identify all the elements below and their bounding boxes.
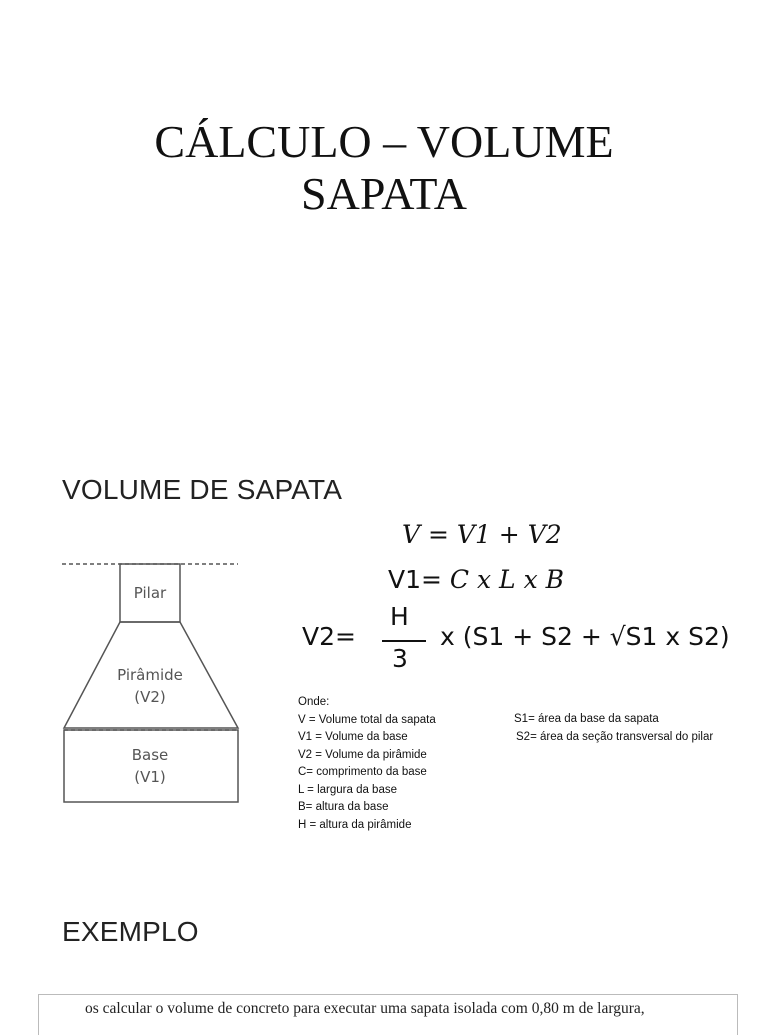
definitions-list <box>298 694 436 834</box>
formula-v1-lead: V1= <box>388 565 442 594</box>
pyramid-label: Pirâmide <box>117 666 183 684</box>
pyramid-code: (V2) <box>134 688 166 706</box>
definition-item: V2 = Volume da pirâmide <box>298 748 427 761</box>
definition-item: S1= área da base da sapata <box>514 713 659 725</box>
definitions-list-right <box>514 711 713 746</box>
base-shape <box>64 730 238 802</box>
formula-v2-rest: x (S1 + S2 + √S1 x S2) <box>440 622 730 651</box>
section-heading-volume: VOLUME DE SAPATA <box>62 474 343 505</box>
example-box <box>38 994 738 1035</box>
formula-v1-rest: C x L x B <box>441 565 565 594</box>
section-heading-example: EXEMPLO <box>62 916 199 947</box>
definition-item: V = Volume total da sapata <box>298 713 436 726</box>
formula-total-volume: V = V1 + V2 <box>402 520 562 549</box>
formula-v2-numerator: H <box>390 602 409 631</box>
definition-item: B= altura da base <box>298 801 389 813</box>
formula-base-volume <box>388 565 564 594</box>
definition-item: H = altura da pirâmide <box>298 818 412 831</box>
formula-pyramid-volume <box>302 602 752 678</box>
definition-item: V1 = Volume da base <box>298 731 408 743</box>
title-line-1: CÁLCULO – VOLUME <box>154 116 614 167</box>
base-code: (V1) <box>134 768 166 786</box>
formula-v2-denominator: 3 <box>392 644 408 673</box>
definitions-heading: Onde: <box>298 696 330 708</box>
base-label: Base <box>131 746 169 764</box>
definition-item: L = largura da base <box>298 783 397 796</box>
fraction-bar <box>382 640 426 642</box>
page-title <box>0 116 768 220</box>
formula-v2-lead: V2= <box>302 622 356 651</box>
definition-item: C= comprimento da base <box>298 766 427 778</box>
definition-item: S2= área da seção transversal do pilar <box>516 730 714 743</box>
footing-diagram <box>62 552 252 822</box>
title-line-2: SAPATA <box>301 168 467 219</box>
example-text: os calcular o volume de concreto para executar uma sapata isolada com 0,80 m de largura, <box>85 1000 645 1017</box>
pillar-label: Pilar <box>133 584 167 602</box>
